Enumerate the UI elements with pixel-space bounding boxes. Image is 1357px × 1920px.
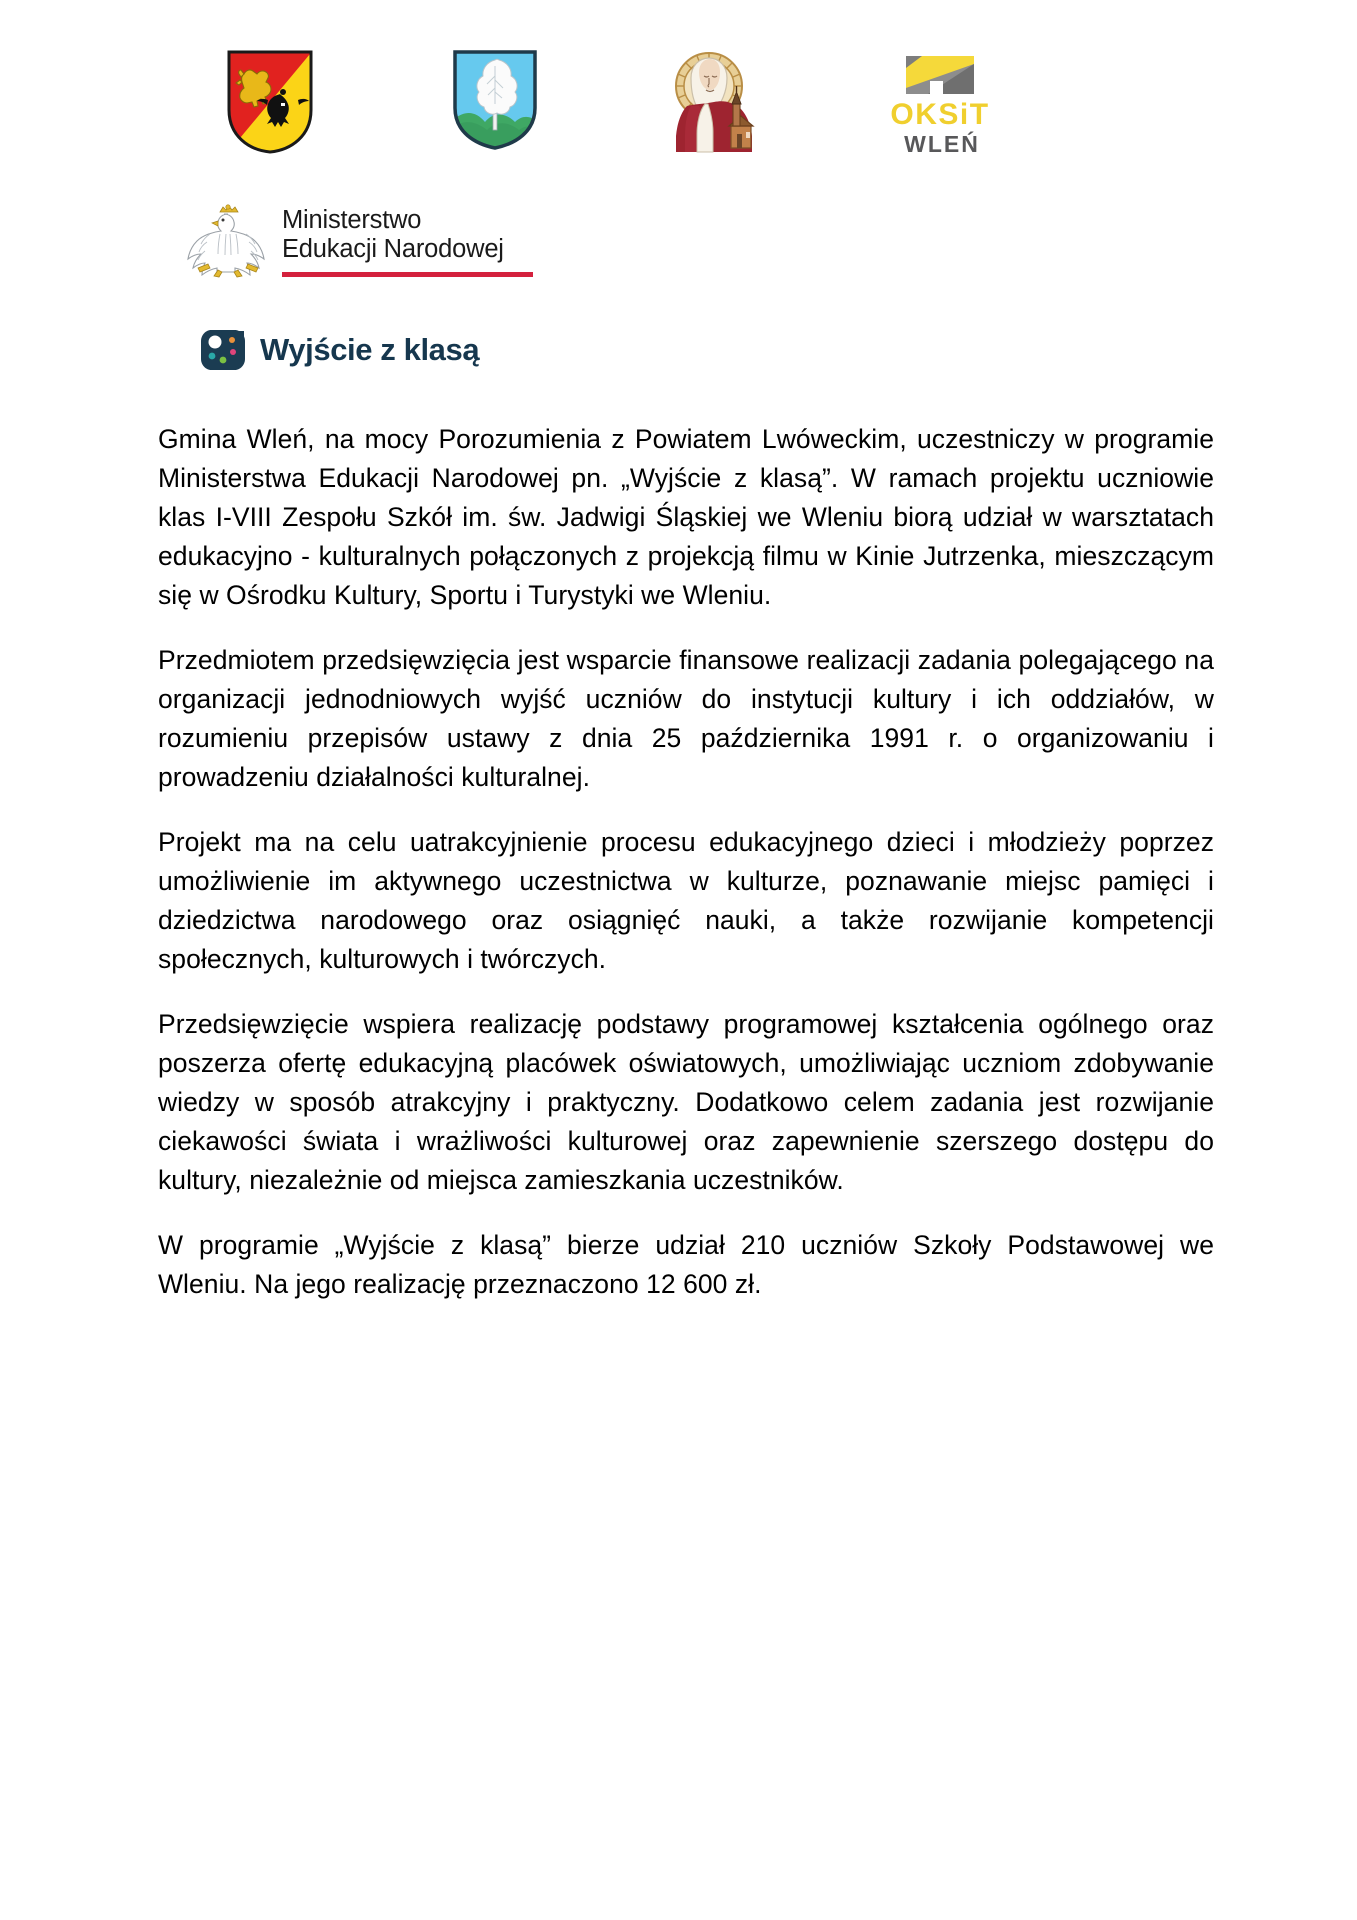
svg-text:OKSiT: OKSiT bbox=[890, 98, 990, 131]
ministry-name bbox=[282, 206, 558, 264]
powiat-lwowecki-coat-of-arms bbox=[200, 48, 340, 158]
swieta-jadwiga-slaska-image bbox=[640, 48, 790, 158]
paragraph-5: W programie „Wyjście z klasą” bierze udział 210 uczniów Szkoły Podstawowej we Wleniu. Na jego realizację przeznaczono 12 600 zł. bbox=[158, 1230, 1214, 1299]
polish-white-eagle-icon bbox=[182, 202, 274, 282]
ministry-of-national-education-logo bbox=[182, 202, 562, 288]
ministry-name-line1: Ministerstwo bbox=[282, 206, 422, 234]
paragraph-1: Gmina Wleń, na mocy Porozumienia z Powiatem Lwóweckim, uczestniczy w programie Ministerstwa Edukacji Narodowej pn. „Wyjście z klasą”. W ramach projektu uczniowie klas I-VIII Zespołu Szkół im. św. Jadwigi Śląskiej we Wleniu biorą udział w warsztatach edukacyjno - kulturalnych połączonych z projekcją filmu w Kinie Jutrzenka, mieszczącym się w Ośrodku Kultury, Sportu i Turystyki we Wleniu. bbox=[158, 424, 1214, 610]
oksit-wlen-logo bbox=[860, 48, 1020, 158]
document-body bbox=[158, 420, 1214, 1304]
gmina-wlen-coat-of-arms bbox=[425, 48, 565, 158]
paragraph-2: Przedmiotem przedsięwzięcia jest wsparcie finansowe realizacji zadania polegającego na organizacji jednodniowych wyjść uczniów do instytucji kultury i ich oddziałów, w rozumieniu przepisów ustawy z dnia 25 października 1991 r. o organizowaniu i prowadzeniu działalności kulturalnej. bbox=[158, 645, 1214, 792]
program-logo-wyjscie-z-klasa bbox=[200, 325, 479, 375]
ministry-name-line2: Edukacji Narodowej bbox=[282, 235, 504, 263]
paragraph-3: Projekt ma na celu uatrakcyjnienie procesu edukacyjnego dzieci i młodzieży poprzez umożliwienie im aktywnego uczestnictwa w kulturze, poznawanie miejsc pamięci i dziedzictwa narodowego oraz osiągnięć nauki, a także rozwijanie kompetencji społecznych, kulturowych i twórczych. bbox=[158, 827, 1214, 974]
ministry-red-accent-bar bbox=[282, 272, 533, 277]
palette-hexagon-icon bbox=[200, 329, 246, 371]
svg-text:WLEŃ: WLEŃ bbox=[904, 131, 980, 157]
paragraph-4: Przedsięwzięcie wspiera realizację podstawy programowej kształcenia ogólnego oraz poszerza ofertę edukacyjną placówek oświatowych, umożliwiając uczniom zdobywanie wiedzy w sposób atrakcyjny i praktyczny. Dodatkowo celem zadania jest rozwijanie ciekawości świata i wrażliwości kulturowej oraz zapewnienie szerszego dostępu do kultury, niezależnie od miejsca zamieszkania uczestników. bbox=[158, 1009, 1214, 1195]
program-logo-label: Wyjście z klasą bbox=[260, 332, 480, 367]
logo-strip bbox=[160, 48, 1160, 158]
